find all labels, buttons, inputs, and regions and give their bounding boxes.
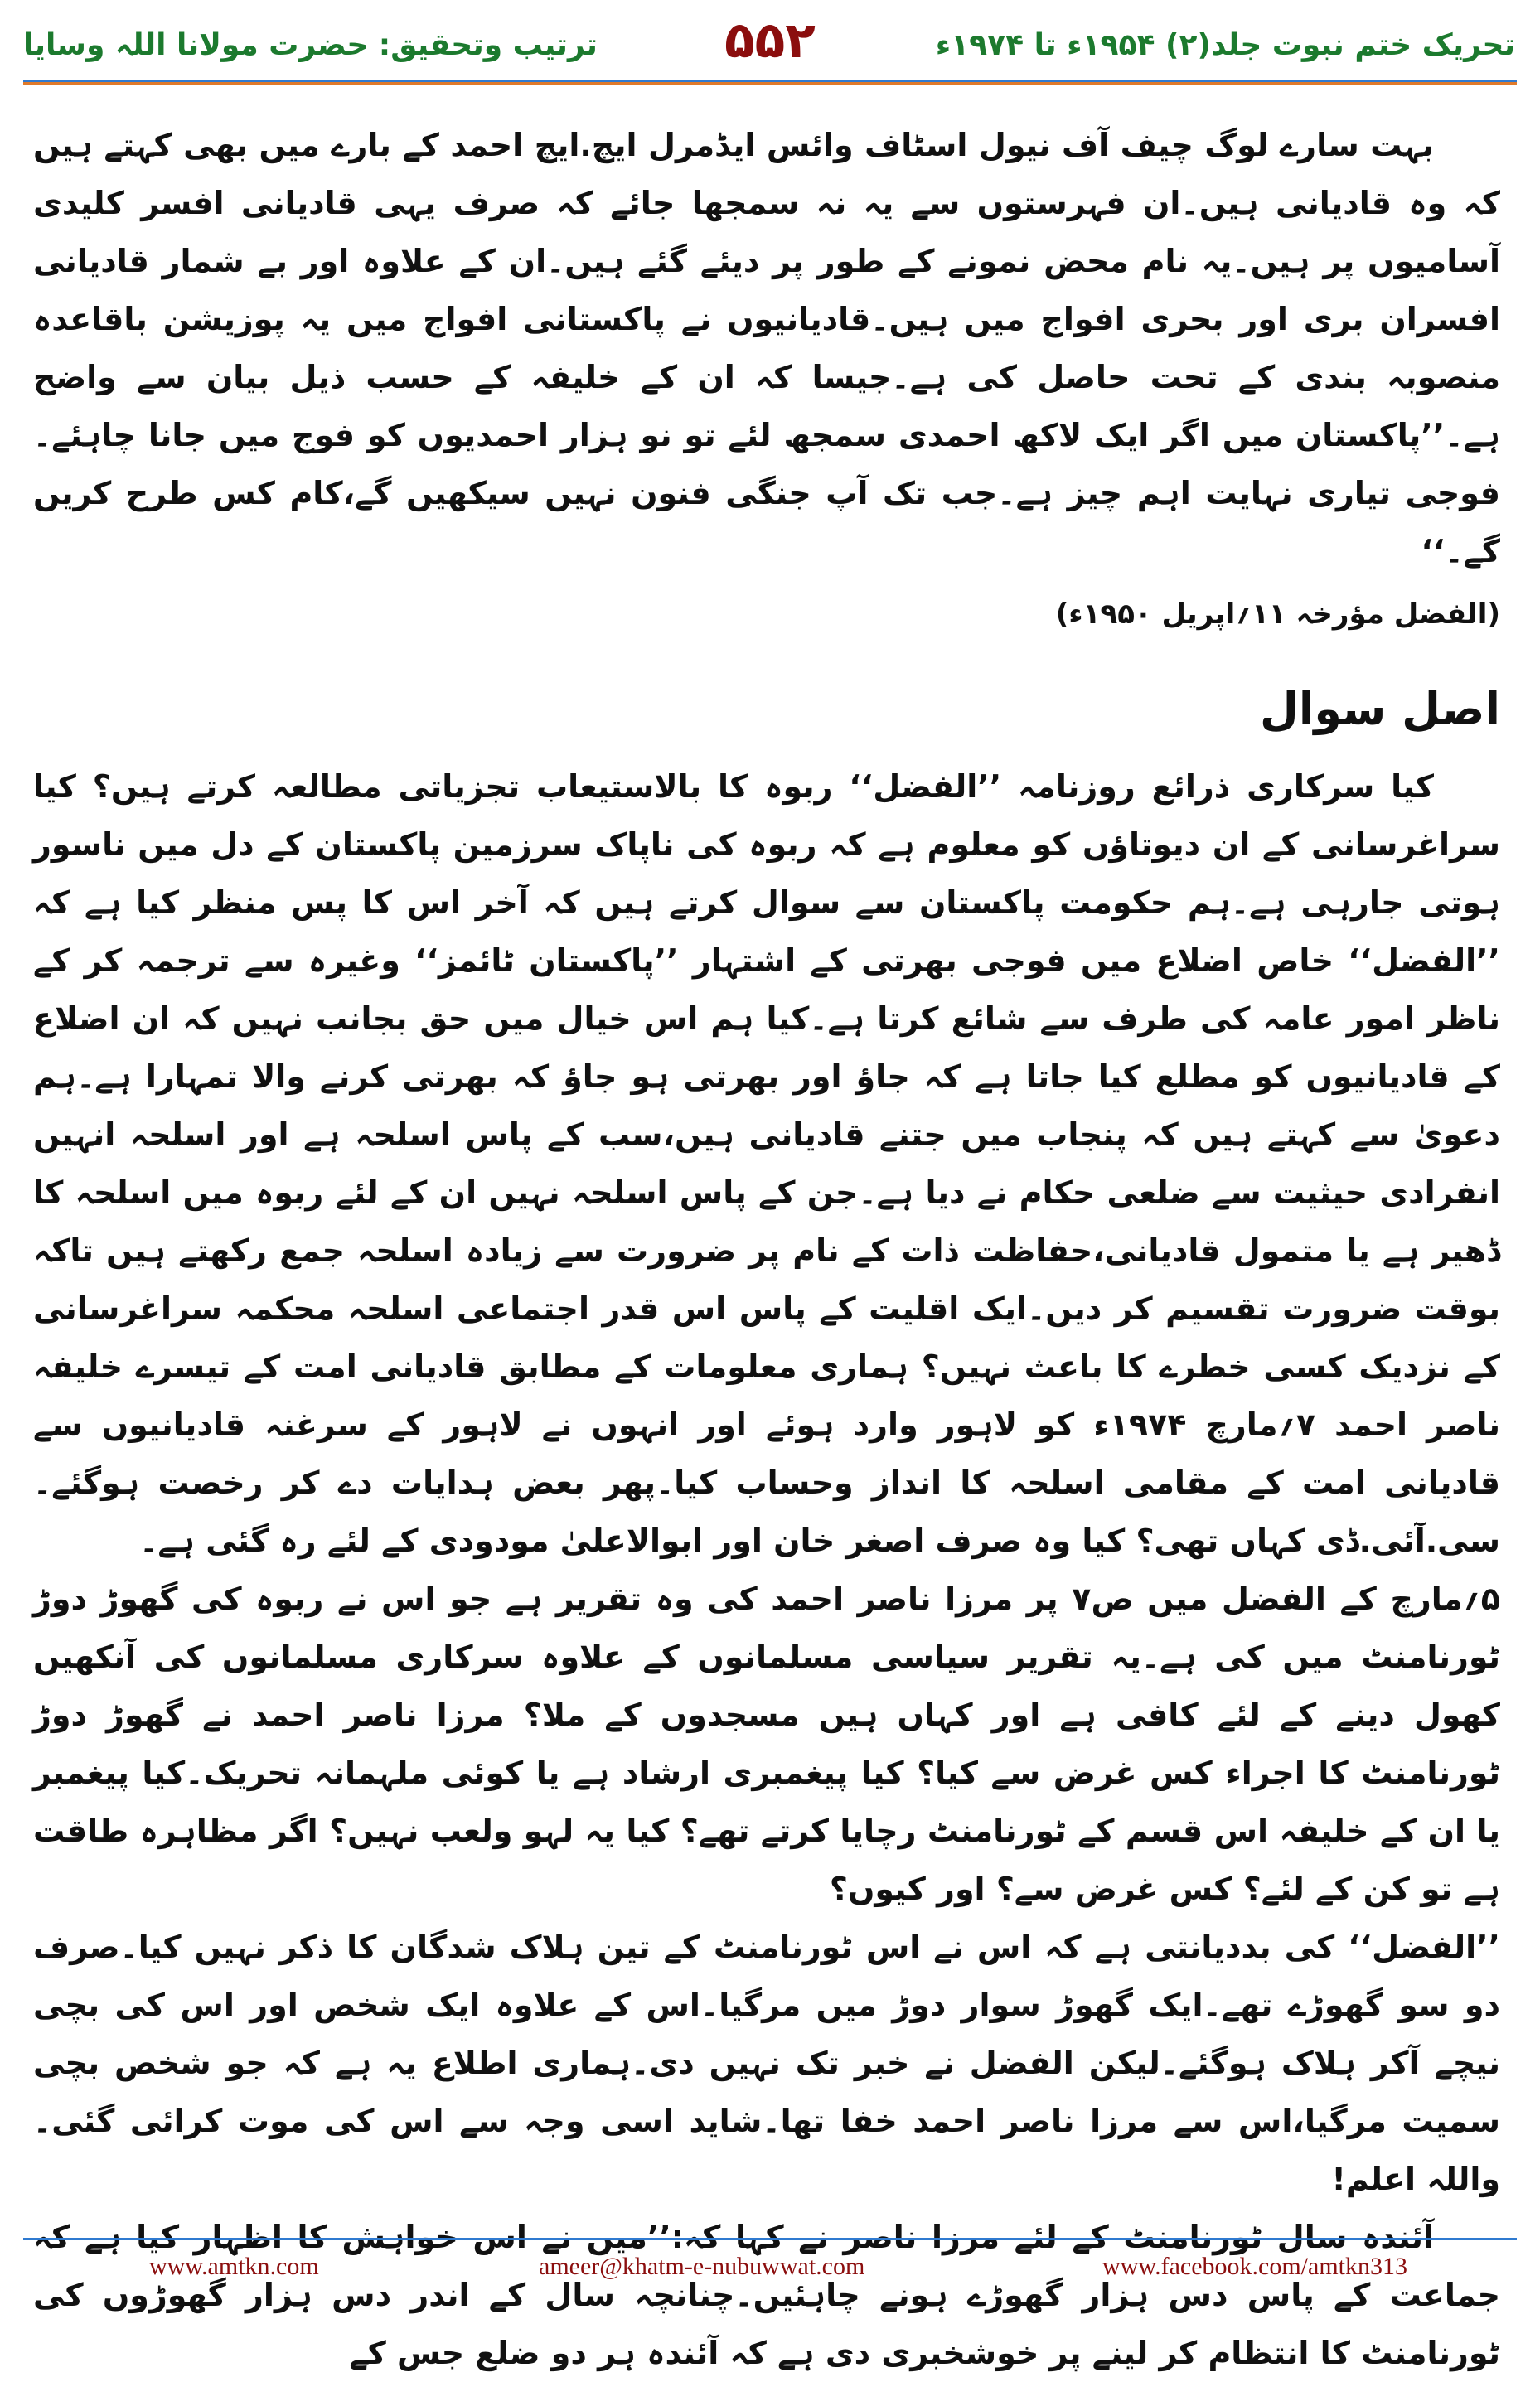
paragraph-2: کیا سرکاری ذرائع روزنامہ ’’الفضل‘‘ ربوہ کا بالاستیعاب تجزیاتی مطالعہ کرتے ہیں؟ کیا سراغرسانی کے ان دیوتاؤں کو معلوم ہے کہ ربوہ کی ناپاک سرزمین پاکستان کے دل میں ناسور ہوتی جارہی ہے۔ہم حکومت پاکستان سے سوال کرتے ہیں کہ آخر اس کا پس منظر کیا ہے کہ ’’الفضل‘‘ خاص اضلاع میں فوجی بھرتی کے اشتہار ’’پاکستان ٹائمز‘‘ وغیرہ سے ترجمہ کر کے ناظر امور عامہ کی طرف سے شائع کرتا ہے۔کیا ہم اس خیال میں حق بجانب نہیں کہ ان اضلاع کے قادیانیوں کو مطلع کیا جاتا ہے کہ جاؤ اور بھرتی ہو جاؤ کہ بھرتی کرنے والا تمہارا ہے۔ہم دعویٰ سے کہتے ہیں کہ پنجاب میں جتنے قادیانی ہیں،سب کے پاس اسلحہ ہے اور اسلحہ انہیں انفرادی حیثیت سے ضلعی حکام نے دیا ہے۔جن کے پاس اسلحہ نہیں ان کے لئے ربوہ میں اسلحہ کا ڈھیر ہے یا متمول قادیانی،حفاظت ذات کے نام پر ضرورت سے زیادہ اسلحہ جمع رکھتے ہیں تاکہ بوقت ضرورت تقسیم کر دیں۔ایک اقلیت کے پاس اس قدر اجتماعی اسلحہ محکمہ سراغرسانی کے نزدیک کسی خطرے کا باعث نہیں؟ ہماری معلومات کے مطابق قادیانی امت کے تیسرے خلیفہ ناصر احمد ۷؍مارچ ۱۹۷۴ء کو لاہور وارد ہوئے اور انہوں نے لاہور کے سرغنہ قادیانیوں سے قادیانی امت کے مقامی اسلحہ کا انداز وحساب کیا۔پھر بعض ہدایات دے کر رخصت ہوگئے۔سی.آئی.ڈی کہاں تھی؟ کیا وہ صرف اصغر خان اور ابوالاعلیٰ مودودی کے لئے رہ گئی ہے۔ bbox=[33, 768, 1500, 1559]
footer-divider bbox=[23, 2238, 1517, 2240]
website-link[interactable]: www.amtkn.com bbox=[149, 2253, 319, 2280]
page-header bbox=[0, 0, 1540, 76]
page-number: ۵۵۲ bbox=[724, 12, 816, 70]
book-title: تحریک ختم نبوت جلد(۲) ۱۹۵۴ء تا ۱۹۷۴ء bbox=[935, 28, 1515, 62]
paragraph-5: آئندہ سال ٹورنامنٹ کے لئے مرزا ناصر نے کہا کہ:’’میں نے اس خواہش کا اظہار کیا ہے کہ جماعت کے پاس دس ہزار گھوڑے ہونے چاہئیں۔چنانچہ سال کے اندر دس ہزار گھوڑوں کی ٹورنامنٹ کا انتظام کر لینے پر خوشخبری دی ہے کہ آئندہ ہر دو ضلع جس کے bbox=[33, 2219, 1500, 2371]
paragraph-4: ’’الفضل‘‘ کی بددیانتی ہے کہ اس نے اس ٹورنامنٹ کے تین ہلاک شدگان کا ذکر نہیں کیا۔صرف دو سو گھوڑے تھے۔ایک گھوڑ سوار دوڑ میں مرگیا۔اس کے علاوہ ایک شخص اور اس کی بچی نیچے آکر ہلاک ہوگئے۔لیکن الفضل نے خبر تک نہیں دی۔ہماری اطلاع یہ ہے کہ جو شخص بچی سمیت مرگیا،اس سے مرزا ناصر احمد خفا تھا۔شاید اسی وجہ سے اس کی موت کرائی گئی۔واللہ اعلم! bbox=[33, 1929, 1500, 2197]
header-divider bbox=[23, 80, 1517, 85]
section-heading: اصل سوال bbox=[1259, 683, 1500, 735]
citation: (الفضل مؤرخہ ۱۱؍اپریل ۱۹۵۰ء) bbox=[1055, 598, 1500, 631]
paragraph-1: بہت سارے لوگ چیف آف نیول اسٹاف وائس ایڈمرل ایچ.ایچ احمد کے بارے میں بھی کہتے ہیں کہ وہ قادیانی ہیں۔ان فہرستوں سے یہ نہ سمجھا جائے کہ صرف یہی قادیانی افسر کلیدی آسامیوں پر ہیں۔یہ نام محض نمونے کے طور پر دیئے گئے ہیں۔ان کے علاوہ اور بے شمار قادیانی افسران بری اور بحری افواج میں ہیں۔قادیانیوں نے پاکستانی افواج میں یہ پوزیشن باقاعدہ منصوبہ بندی کے تحت حاصل کی ہے۔جیسا کہ ان کے خلیفہ کے حسب ذیل بیان سے واضح ہے۔’’پاکستان میں اگر ایک لاکھ احمدی سمجھ لئے تو نو ہزار احمدیوں کو فوج میں جانا چاہئے۔فوجی تیاری نہایت اہم چیز ہے۔جب تک آپ جنگی فنون نہیں سیکھیں گے،کام کس طرح کریں گے۔‘‘ bbox=[33, 127, 1500, 569]
email-link[interactable]: ameer@khatm-e-nubuwwat.com bbox=[539, 2253, 865, 2280]
page-footer bbox=[0, 2248, 1540, 2289]
facebook-link[interactable]: www.facebook.com/amtkn313 bbox=[1102, 2253, 1407, 2280]
compiler-credit: ترتیب وتحقیق: حضرت مولانا اللہ وسایا bbox=[23, 28, 598, 62]
paragraph-3: ۵؍مارچ کے الفضل میں ص۷ پر مرزا ناصر احمد کی وہ تقریر ہے جو اس نے ربوہ کی گھوڑ دوڑ ٹورنامنٹ میں کی ہے۔یہ تقریر سیاسی مسلمانوں کے علاوہ سرکاری مسلمانوں کی آنکھیں کھول دینے کے لئے کافی ہے اور کہاں ہیں مسجدوں کے ملا؟ مرزا ناصر احمد نے گھوڑ دوڑ ٹورنامنٹ کا اجراء کس غرض سے کیا؟ کیا پیغمبری ارشاد ہے یا کوئی ملہمانہ تحریک۔کیا پیغمبر یا ان کے خلیفہ اس قسم کے ٹورنامنٹ رچایا کرتے تھے؟ کیا یہ لہو ولعب نہیں؟ اگر مظاہرہ طاقت ہے تو کن کے لئے؟ کس غرض سے؟ اور کیوں؟ bbox=[33, 1581, 1500, 1907]
